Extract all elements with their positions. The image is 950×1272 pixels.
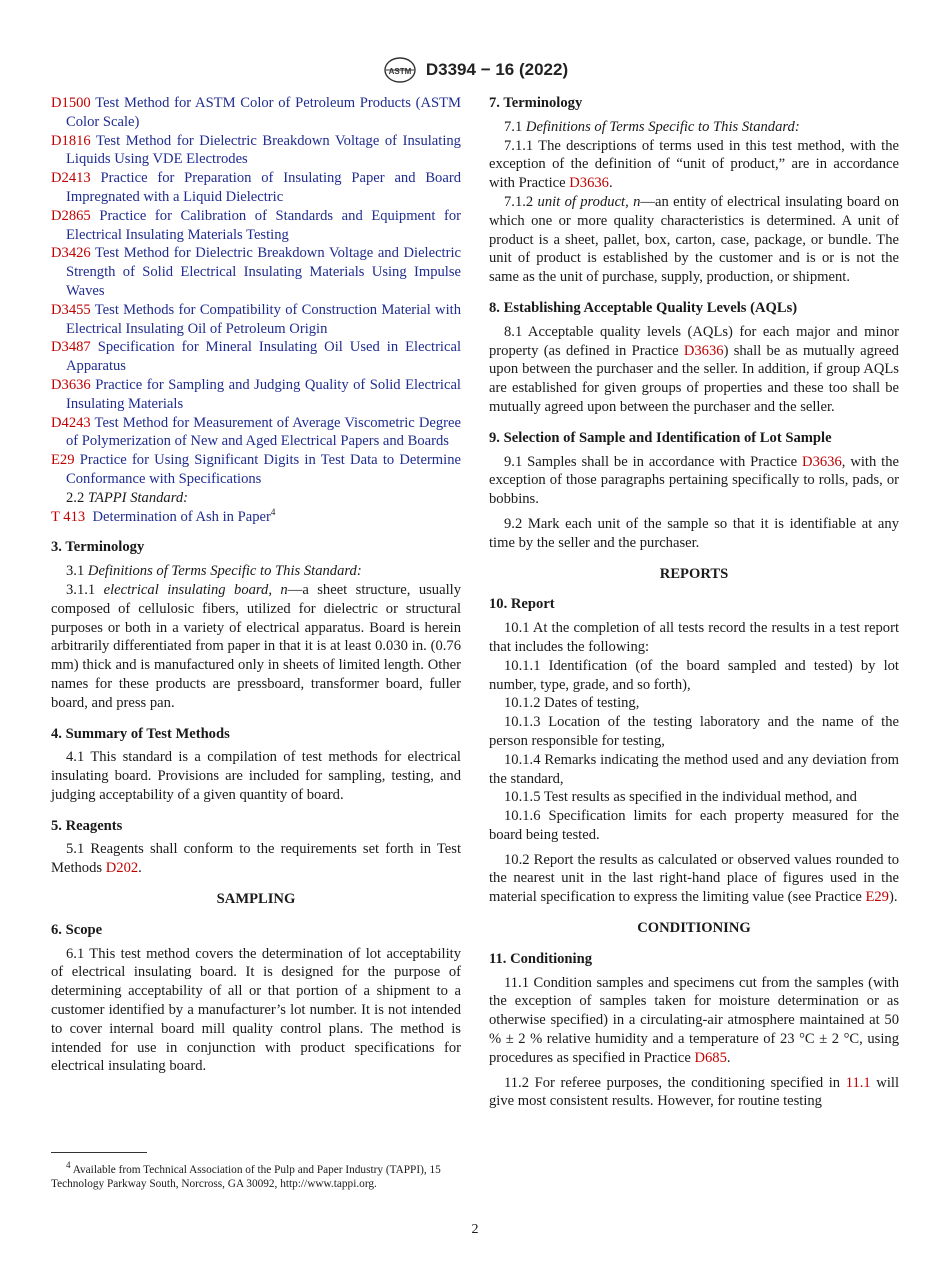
ref-title[interactable]: Determination of Ash in Paper	[92, 508, 271, 525]
paragraph: 10.1 At the completion of all tests record the results in a test report that includes the following:	[489, 620, 899, 655]
ref-title[interactable]: Test Method for Dielectric Breakdown Voltage and Dielectric Strength of Solid Electrical Insulating Materials Using Impulse Waves	[66, 245, 461, 299]
section-link[interactable]: 11.1	[845, 1074, 871, 1091]
section-heading: 9. Selection of Sample and Identification of Lot Sample	[489, 429, 832, 446]
paragraph: 6.1 This test method covers the determination of lot acceptability of electrical insulating board. It is designed for the purpose of determining acceptability of all or that portion of a shipment to a customer identified by a manufacturer’s lot number. It is not intended to cover internal board mill quality control plans. The method is intended for use in conjunction with product specifications for electrical insulating board.	[51, 945, 461, 1075]
reference-item	[51, 244, 461, 300]
paragraph: 9.2 Mark each unit of the sample so that it is identifiable at any time by the seller and the purchaser.	[489, 515, 899, 551]
paragraph: 9.1 Samples shall be in accordance with Practice D3636, with the exception of those paragraphs pertaining specifically to rolls, pads, or bobbins.	[489, 453, 899, 508]
paragraph: 10.2 Report the results as calculated or observed values rounded to the nearest unit in the last right-hand place of figures used in the material specification to express the limiting value (see Practice E29).	[489, 851, 899, 906]
reference-item	[51, 169, 461, 207]
standard-designation: D3394 − 16 (2022)	[425, 60, 569, 79]
paragraph: 7.1.1 The descriptions of terms used in this test method, with the exception of the definition of “unit of product,” are in accordance with Practice D3636.	[489, 137, 899, 192]
ref-code-link[interactable]: D2865	[51, 207, 91, 224]
paragraph: 11.1 Condition samples and specimens cut from the samples (with the exception of samples taken for moisture determination or as otherwise specified) in a circulating-air atmosphere maintained at 50 % ± 2 % relative humidity and a temperature of 23 °C ± 2 °C, using procedures as specified in Practice D685.	[489, 974, 899, 1066]
ref-link[interactable]: D685	[694, 1049, 727, 1066]
paragraph: 8.1 Acceptable quality levels (AQLs) for each major and minor property (as defined in Practice D3636) shall be as mutually agreed upon between the purchaser and the seller. In addition, if group AQLs are established for given groups of properties and these too shall be mutually agreed upon between the purchaser and the seller.	[489, 323, 899, 415]
reference-item	[51, 414, 461, 452]
paragraph: 7.1.2 unit of product, n—an entity of electrical insulating board on which one or more quality characteristics is determined. A unit of product is a sheet, pallet, box, carton, case, package, or bundle. The unit of product is established by the customer and is or is not the same as the unit of purchase, supply, production, or shipment.	[489, 193, 899, 286]
ref-code-link[interactable]: D3455	[51, 301, 91, 318]
ref-title[interactable]: Practice for Calibration of Standards and Equipment for Electrical Insulating Materials Testing	[66, 207, 461, 243]
ref-title[interactable]: Test Methods for Compatibility of Construction Material with Electrical Insulating Oil of Petroleum Origin	[66, 301, 461, 337]
left-column	[51, 94, 461, 1076]
reference-item	[51, 132, 461, 170]
section-heading: 6. Scope	[51, 921, 103, 938]
ref-code-link[interactable]: D3426	[51, 245, 91, 262]
reference-item	[51, 94, 461, 132]
footnote-divider	[51, 1152, 147, 1153]
page-header	[0, 57, 950, 83]
ref-title[interactable]: Test Method for ASTM Color of Petroleum Products (ASTM Color Scale)	[66, 95, 461, 130]
paragraph: 5.1 Reagents shall conform to the requirements set forth in Test Methods D202.	[51, 841, 461, 877]
ref-code-link[interactable]: D3636	[51, 376, 91, 393]
ref-code-link[interactable]: E29	[51, 452, 75, 469]
footnote: $^4$ Available from Technical Association of the Pulp and Paper Industry (TAPPI), 15 Technology Parkway South, Norcross, GA 30092, http://www.tappi.org.	[51, 1160, 441, 1191]
paragraph: 7.1 Definitions of Terms Specific to This Standard:	[504, 118, 800, 135]
ref-title[interactable]: Practice for Sampling and Judging Quality of Solid Electrical Insulating Materials	[66, 376, 461, 412]
svg-text:ASTM: ASTM	[388, 67, 412, 76]
reference-item	[51, 451, 461, 489]
reference-item	[51, 301, 461, 339]
ref-title[interactable]: Practice for Using Significant Digits in Test Data to Determine Conformance with Specifications	[66, 452, 461, 487]
section-heading: 11. Conditioning	[489, 950, 593, 967]
right-column	[489, 94, 899, 1111]
ref-title[interactable]: Specification for Mineral Insulating Oil Used in Electrical Apparatus	[66, 339, 461, 375]
section-heading: 4. Summary of Test Methods	[51, 725, 230, 742]
list-item: 10.1.6 Specification limits for each property measured for the board being tested.	[489, 808, 899, 843]
ref-code-link[interactable]: D1500	[51, 95, 91, 111]
reference-item	[51, 338, 461, 376]
astm-logo-icon	[382, 57, 418, 83]
ref-code-link[interactable]: D3487	[51, 339, 91, 356]
part-heading: CONDITIONING	[637, 920, 751, 937]
list-item: 10.1.5 Test results as specified in the individual method, and	[504, 789, 857, 806]
ref-code-link[interactable]: T 413	[51, 508, 86, 525]
list-item: 10.1.4 Remarks indicating the method used and any deviation from the standard,	[489, 751, 899, 787]
list-item: 10.1.3 Location of the testing laboratory and the name of the person responsible for testing,	[489, 714, 899, 749]
section-heading: 10. Report	[489, 596, 555, 613]
reference-item	[51, 207, 461, 245]
ref-code-link[interactable]: D1816	[51, 132, 91, 149]
list-item: 10.1.1 Identification (of the board sampled and tested) by lot number, type, grade, and so forth),	[489, 657, 899, 693]
ref-code-link[interactable]: D2413	[51, 170, 91, 187]
part-heading: REPORTS	[659, 565, 729, 582]
reference-item	[51, 376, 461, 414]
paragraph: 11.2 For referee purposes, the conditioning specified in 11.1 will give most consistent results. However, for routine testing	[489, 1074, 900, 1110]
ref-code-link[interactable]: D4243	[51, 414, 91, 431]
ref-title[interactable]: Practice for Preparation of Insulating Paper and Board Impregnated with a Liquid Dielectric	[66, 170, 461, 205]
ref-link[interactable]: D3636	[683, 342, 724, 359]
section-heading: 5. Reagents	[51, 817, 123, 834]
footnote-ref[interactable]: 4	[270, 506, 276, 517]
part-heading: SAMPLING	[216, 891, 296, 908]
paragraph: 3.1.1 electrical insulating board, n—a sheet structure, usually composed of cellulosic fibers, utilized for dielectric or structural purposes or both in a variety of electrical apparatus. Board is herein arbitrarily differentiated from paper in that it is at least 0.030 in. (0.76 mm) thick and is manufactured only in sheets of limited length. Other names for these products are pressboard, transformer board, fuller board, and press pan.	[51, 581, 461, 711]
section-heading: 3. Terminology	[51, 539, 145, 556]
section-heading: 7. Terminology	[489, 95, 583, 111]
paragraph: 4.1 This standard is a compilation of test methods for electrical insulating board. Provisions are included for sampling, testing, and judging acceptability of a given quantity of board.	[51, 749, 461, 803]
paragraph: 3.1 Definitions of Terms Specific to This Standard:	[66, 563, 362, 580]
ref-title[interactable]: Test Method for Measurement of Average Viscometric Degree of Polymerization of New and Aged Electrical Papers and Boards	[66, 414, 461, 450]
section-heading: 8. Establishing Acceptable Quality Levels (AQLs)	[489, 299, 798, 316]
ref-link[interactable]: D3636	[569, 175, 609, 192]
list-item: 10.1.2 Dates of testing,	[504, 695, 640, 712]
ref-title[interactable]: Test Method for Dielectric Breakdown Voltage of Insulating Liquids Using VDE Electrodes	[66, 132, 461, 168]
tappi-reference	[51, 508, 461, 527]
ref-link[interactable]: D3636	[802, 453, 842, 470]
reference-list	[51, 94, 461, 489]
ref-link[interactable]: D202	[105, 860, 139, 877]
ref-link[interactable]: E29	[865, 889, 889, 906]
page-number: 2	[471, 1222, 479, 1237]
tappi-label: 2.2 TAPPI Standard:	[66, 489, 189, 506]
